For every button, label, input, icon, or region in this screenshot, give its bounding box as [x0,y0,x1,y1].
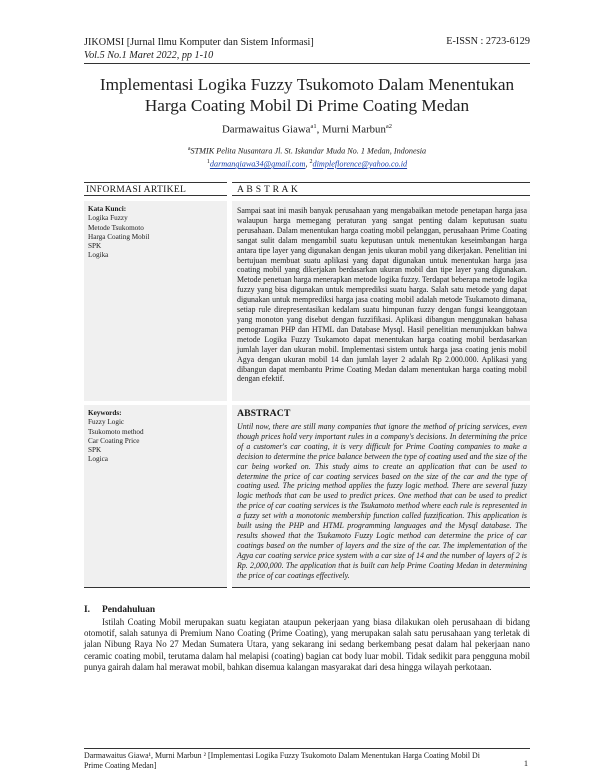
authors [84,123,530,136]
footer-citation: Darmawaitus Giawa¹, Murni Marbun ² [Implementasi Logika Fuzzy Tsukomoto Dalam Menentukan Harga Coating Mobil Di Prime Coating Medan] [84,751,480,770]
affiliation [84,144,530,170]
author-1-sup: a1 [310,123,317,130]
keywords-list [88,409,224,465]
section-body: Istilah Coating Mobil merupakan suatu kegiatan ataupun pekerjaan yang biasa dilakukan oleh perusahaan di bidang otomotif, salah satunya di Premium Nano Coating (Prime Coating), yang merupakan salah satu perusahaan yang terletak di jalan Nibung Raya No 27 Medan Sumatera Utara, yang sekarang ini sedang berkembang pesat dalam hal pekerjaan nano ceramic coating mobil, terutama dalam hal melapisi (coating) bagian cat body luar mobil. Tidak sedikit para pengguna mobil punya gairah dalam hal merawat mobil, bahkan disemua kalangan masyarakat dari desa hingga wilayah perkotaan. [84,617,530,672]
kata-kunci-heading: Kata Kunci: [88,205,127,213]
journal-volume: Vol.5 No.1 Maret 2022, pp 1-10 [84,50,214,61]
affiliation-sup: a [187,146,191,152]
email-1-sup: 1 [206,159,210,166]
section-number: I. [84,605,90,615]
keyword-item: Logica [88,455,108,464]
kata-kunci-item: Metode Tsukomoto [88,223,144,232]
abstract-heading: A B S T R A K [237,184,299,195]
keyword-item: Car Coating Price [88,436,140,445]
footer-rule [84,748,530,749]
section-heading [84,605,155,615]
title-line-1: Implementasi Logika Fuzzy Tsukomoto Dalam Menentukan [99,75,515,94]
kata-kunci-item: Logika Fuzzy [88,214,128,223]
paper-title [84,74,530,116]
running-header-left [84,36,314,62]
header-rule [84,63,530,64]
email-2-link[interactable]: dimpleflorence@yahoo.co.id [312,159,408,169]
abstrak-text: Sampai saat ini masih banyak perusahaan yang mengabaikan metode penetapan harga jasa walaupun harga memegang peraturan yang sangat penting dalam keputusan suatu perusahaan. Dalam menentukan harga coating mobil pelanggan, perusahaan Prime Coating sangat sulit dalam mengambil suatu keputusan untuk menentukan keseimbangan harga antara tipe layer yang digunakan dengan jenis ukuran mobil yang dikerjakan. Penelitian ini bertujuan membuat suatu aplikasi yang dapat digunakan untuk menentukan harga jasa coating mobil yang dikerjakan berdasarkan ukuran mobil dan tipe layer yang digunakan. Metode penetuan harga menerapkan metode logika fuzzy. Terdapat beberapa metode logika fuzzy yang bisa digunakan untuk memprediksi suatu harga. Salah satu metode yang dapat digunakan untuk memprediksi harga jasa coating mobil adalah metode Tsukamoto dimana, setiap rule direpresentasikan kedalam suatu himpunan fuzzy dengan fungsi keanggotaan yang monoton yang disebut dengan fuzzifikasi. Aplikasi dibangun menggunakan bahasa pemograman PHP dan HTML dan Database Mysql. Hasil penelitian menunjukkan bahwa metode Logika Fuzzy Tsukamoto dapat menentukan harga coating mobil berdasarkan jumlah layer dan ukuran mobil. Implementasi sistem untuk harga jasa coating jenis mobil Agya dengan ukuran mobil 14 dan jumlah layer 2 adalah Rp 2.000.000. Aplikasi yang dibangun dapat membantu Prime Coating Medan dalam menentukan harga coating mobil dengan efektif. [237,206,527,384]
keyword-item: SPK [88,446,102,455]
journal-name: JIKOMSI [Jurnal Ilmu Komputer dan Sistem Informasi] [84,37,314,48]
frame-bottom-right [232,587,530,588]
frame-bottom-left [84,587,227,588]
email-2-sup: 2 [309,159,313,166]
author-separator: , [316,123,322,136]
kata-kunci-item: Logika [88,251,109,260]
email-separator: , [305,159,310,169]
affiliation-institution: STMIK Pelita Nusantara Jl. St. Iskandar Muda No. 1 Medan, Indonesia [190,146,427,156]
kata-kunci-item: Harga Coating Mobil [88,232,150,241]
page-number: 1 [523,759,528,768]
keywords-heading: Keywords: [88,409,122,417]
author-2-sup: a2 [385,123,392,130]
abstract-en-text: Until now, there are still many companies that ignore the method of pricing services, even though prices hold very important rules in a company's decisions. In determining the price of a customer's car coating, it is very difficult for Prime Coating companies to make a decision to determine the price balance between the type of coating used and the size of the car being worked on. This study aims to create an application that can be used to determine the price of car coating services based on the size of the car and the type of coating used. The pricing method applies the fuzzy logic method. There are several fuzzy logic methods that can be used to predict prices. One method that can be used to predict the price of car coating services is the Tsukamoto method where each rule is represented in a fuzzy set with a monotonic membership function called fuzzification. This application is built using the PHP and HTML programming languages and the Mysql database. The results showed that the Tsukamoto Fuzzy Logic method can determine the price of car coatings based on the number of layers and the size of the car. The implementation of the Agya car coating service price system with a car size of 14 and the number of layers of 2 is Rp. 2,000,000. The application that is built can help Prime Coating Medan in determining the price of car coatings effectively. [237,422,527,580]
author-1: Darmawaitus Giawa [221,123,311,136]
keyword-item: Tsukomoto method [88,427,144,436]
kata-kunci-list [88,205,224,261]
author-2: Murni Marbun [321,123,386,136]
email-1-link[interactable]: darmangiawa34@gmail.com [209,159,306,169]
info-heading: INFORMASI ARTIKEL [86,184,187,195]
abstract-en-heading: ABSTRACT [237,408,291,419]
kata-kunci-item: SPK [88,242,102,251]
section-title: Pendahuluan [102,605,156,615]
title-line-2: Harga Coating Mobil Di Prime Coating Medan [144,96,470,115]
keyword-item: Fuzzy Logic [88,418,125,427]
journal-issn: E-ISSN : 2723-6129 [446,36,530,47]
